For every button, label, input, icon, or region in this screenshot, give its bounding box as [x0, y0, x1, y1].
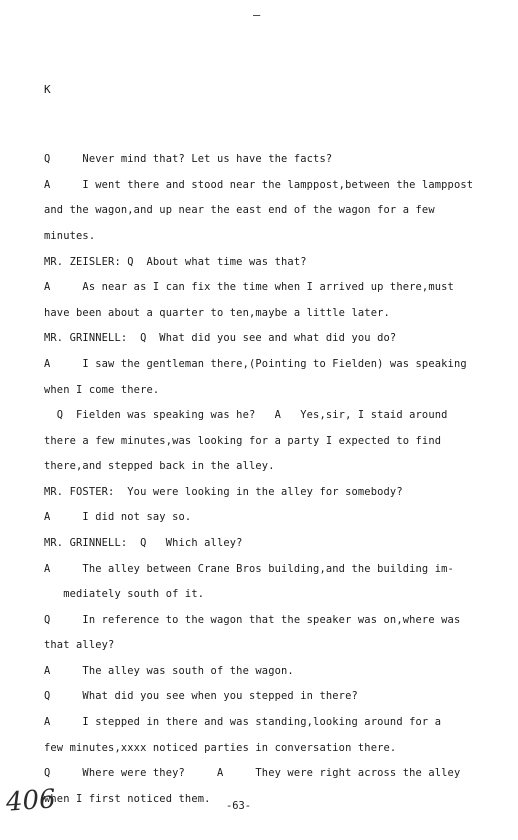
section-letter: K — [44, 83, 51, 96]
transcript-line: have been about a quarter to ten,maybe a little later. — [44, 307, 390, 319]
page-number: -63- — [226, 800, 252, 812]
transcript-line: mediately south of it. — [44, 588, 205, 600]
transcript-line: minutes. — [44, 230, 96, 242]
transcript-line: Q What did you see when you stepped in there? — [44, 690, 358, 702]
transcript-line: A I saw the gentleman there,(Pointing to Fielden) was speaking — [44, 358, 467, 370]
transcript-line: MR. GRINNELL: Q Which alley? — [44, 537, 243, 549]
transcript-line: few minutes,xxxx noticed parties in conversation there. — [44, 742, 397, 754]
handwritten-page-number: 406 — [5, 784, 57, 818]
transcript-line: when I come there. — [44, 384, 160, 396]
transcript-line: Q In reference to the wagon that the speaker was on,where was — [44, 614, 461, 626]
transcript-line: A The alley was south of the wagon. — [44, 665, 294, 677]
transcript-line: there a few minutes,was looking for a party I expected to find — [44, 435, 442, 447]
transcript-line: MR. GRINNELL: Q What did you see and what did you do? — [44, 332, 397, 344]
transcript-line: that alley? — [44, 639, 115, 651]
transcript-line: A I went there and stood near the lamppost,between the lamppost — [44, 179, 474, 191]
transcript-line: MR. ZEISLER: Q About what time was that? — [44, 256, 307, 268]
transcript-line: A The alley between Crane Bros building,and the building im- — [44, 563, 454, 575]
transcript-line: when I first noticed them. — [44, 793, 211, 805]
transcript-line: there,and stepped back in the alley. — [44, 460, 275, 472]
transcript-line: and the wagon,and up near the east end of the wagon for a few — [44, 204, 435, 216]
transcript-line: Q Never mind that? Let us have the facts? — [44, 153, 333, 165]
transcript-line: Q Where were they? A They were right across the alley — [44, 767, 461, 779]
transcript-line: A I did not say so. — [44, 511, 192, 523]
transcript-line: MR. FOSTER: You were looking in the alley for somebody? — [44, 486, 403, 498]
transcript-line: Q Fielden was speaking was he? A Yes,sir, I staid around — [44, 409, 448, 421]
transcript-line: A I stepped in there and was standing,looking around for a — [44, 716, 442, 728]
top-mark: — — [253, 8, 261, 22]
transcript-line: A As near as I can fix the time when I arrived up there,must — [44, 281, 454, 293]
